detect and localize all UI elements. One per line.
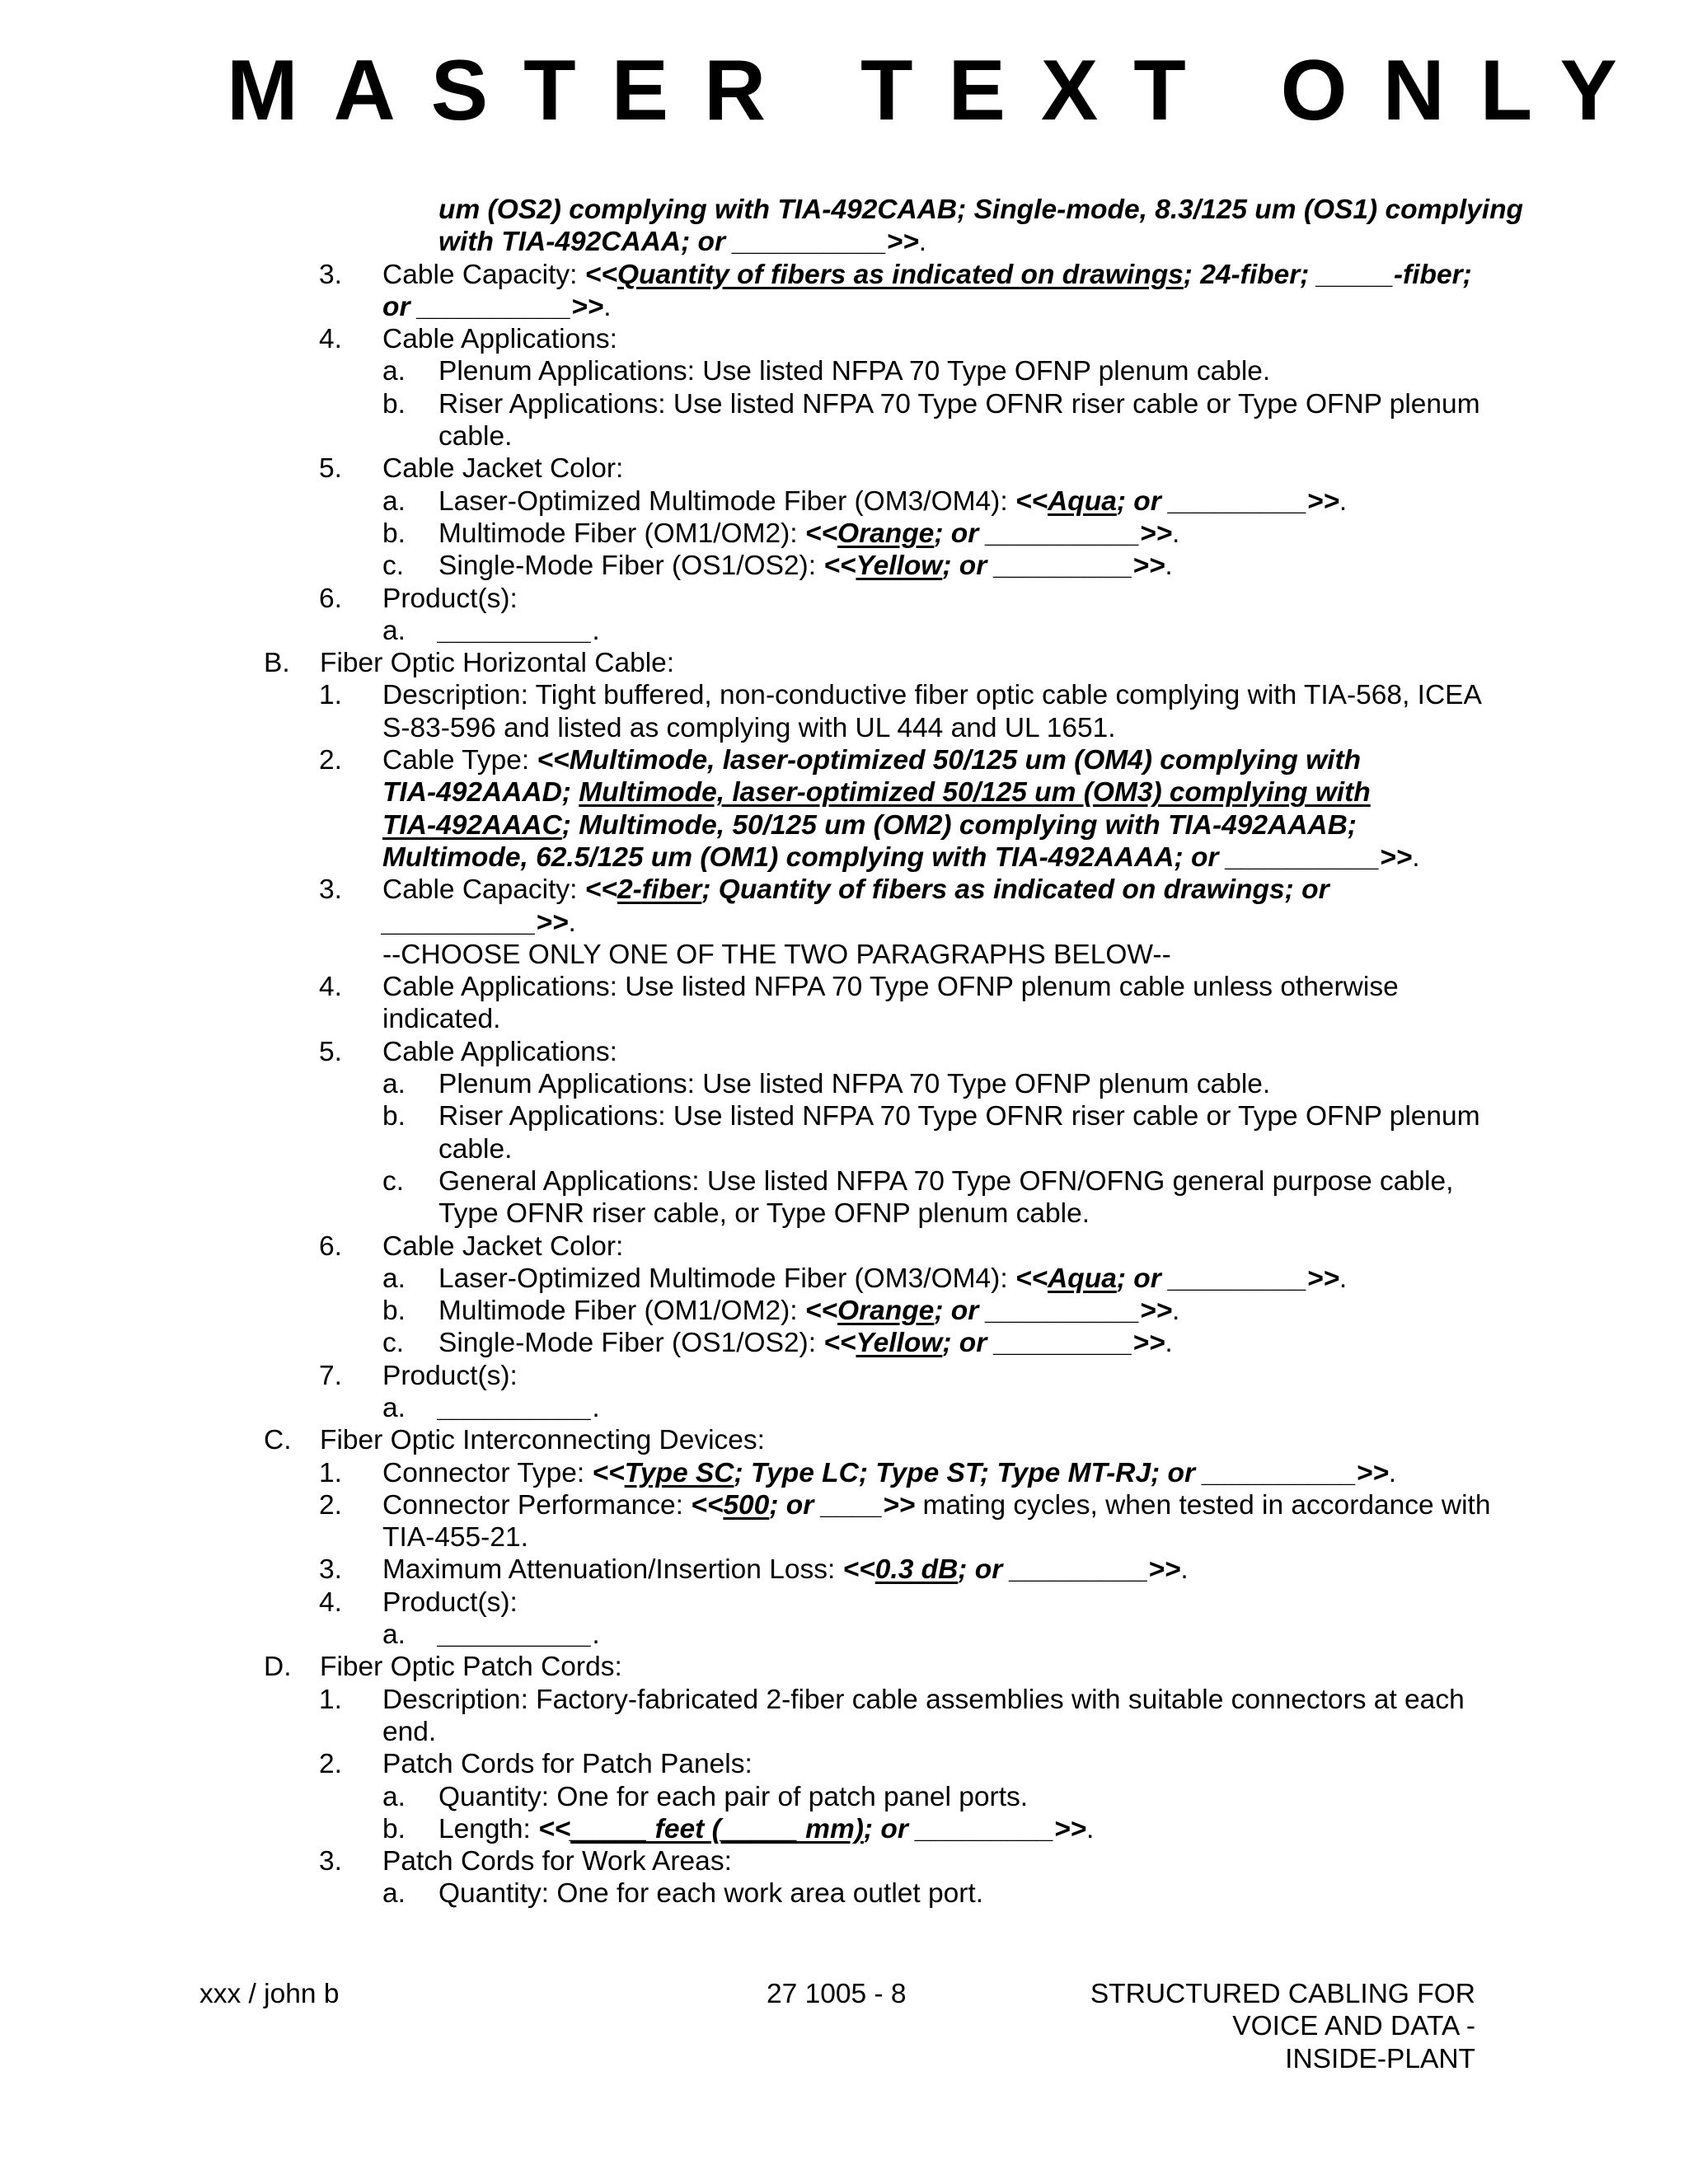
text-run: S-83-596 and listed as complying with UL 444 and UL 1651.: [382, 712, 1116, 743]
list-marker: a.: [382, 1069, 406, 1100]
option-run: ; or _________>>: [1116, 1263, 1339, 1294]
spec-line: [0, 874, 1688, 906]
spec-line: [0, 291, 1688, 323]
spec-line-text: [438, 1165, 1453, 1197]
text-run: Cable Jacket Color:: [382, 453, 624, 485]
spec-line-text: [382, 939, 1171, 971]
spec-line: [0, 1133, 1688, 1165]
option-run: Type SC: [624, 1457, 734, 1488]
spec-line-text: [320, 1651, 622, 1683]
spec-line: [0, 485, 1688, 518]
spec-line: [0, 1845, 1688, 1877]
list-marker: 6.: [319, 583, 342, 614]
text-run: cable.: [438, 1133, 513, 1165]
footer-section-title-line: INSIDE-PLANT: [1285, 2043, 1475, 2074]
option-run: Quantity of fibers as indicated on drawings: [617, 259, 1184, 290]
spec-line: [0, 971, 1688, 1003]
text-run: Product(s):: [382, 1586, 518, 1618]
text-run: .: [592, 615, 600, 646]
spec-line: [0, 1521, 1688, 1554]
option-run: ; or _________>>: [942, 1328, 1165, 1359]
text-run: Patch Cords for Work Areas:: [382, 1846, 732, 1877]
list-marker: c.: [382, 551, 405, 582]
spec-line-text: [438, 1068, 1270, 1100]
list-marker: b.: [382, 1296, 406, 1327]
spec-line: [0, 1360, 1688, 1392]
option-run: Yellow: [856, 1328, 943, 1359]
spec-line: [0, 1068, 1688, 1100]
spec-line-text: [382, 1003, 500, 1035]
list-marker: 7.: [319, 1360, 342, 1391]
option-run: __________>>: [382, 907, 569, 938]
text-run: Product(s):: [382, 583, 518, 614]
text-run: .: [1388, 1457, 1397, 1488]
option-run: <<: [823, 551, 856, 582]
spec-line: [0, 615, 1688, 647]
spec-line: [0, 1554, 1688, 1586]
spec-line-text: [382, 583, 518, 615]
text-run: Patch Cords for Patch Panels:: [382, 1749, 753, 1780]
list-marker: 5.: [319, 453, 342, 485]
list-marker: c.: [382, 1328, 405, 1359]
text-run: Cable Applications: Use listed NFPA 70 Type OFNP plenum cable unless otherwise: [382, 972, 1399, 1003]
spec-line: [0, 1651, 1688, 1683]
spec-line-text: [382, 1845, 732, 1877]
spec-line-text: [382, 776, 1371, 808]
spec-line: [0, 1295, 1688, 1327]
text-run: .: [1339, 1263, 1348, 1294]
footer-author: xxx / john b: [199, 1979, 340, 2009]
spec-line: [0, 259, 1688, 291]
spec-line-text: [438, 1813, 1094, 1845]
spec-line-text: [382, 841, 1420, 874]
list-marker: 4.: [319, 324, 342, 355]
spec-line-text: [438, 194, 1523, 226]
option-run: Aqua: [1048, 485, 1117, 517]
spec-line-text: [438, 1619, 600, 1651]
option-run: __________: [438, 615, 593, 646]
text-run: Plenum Applications: Use listed NFPA 70 Type OFNP plenum cable.: [438, 356, 1271, 387]
spec-line-text: [382, 874, 1329, 906]
spec-line: [0, 1684, 1688, 1716]
text-run: .: [1412, 841, 1420, 873]
text-run: Quantity: One for each pair of patch panel ports.: [438, 1781, 1029, 1812]
list-marker: a.: [382, 1263, 406, 1294]
document-body: [0, 194, 1688, 1910]
list-marker: a.: [382, 1619, 406, 1651]
spec-line-text: [438, 615, 600, 647]
list-marker: b.: [382, 1101, 406, 1132]
list-marker: 2.: [319, 1489, 342, 1521]
option-run: 2-fiber: [617, 874, 702, 906]
text-run: .: [1165, 551, 1173, 582]
option-run: 0.3 dB: [874, 1554, 959, 1586]
spec-line: [0, 452, 1688, 485]
option-run: ; or ____>>: [769, 1489, 916, 1521]
spec-line-text: [382, 679, 1482, 711]
spec-line-text: [438, 1877, 983, 1910]
spec-line: [0, 323, 1688, 355]
text-run: .: [592, 1392, 600, 1423]
text-run: Cable Jacket Color:: [382, 1230, 624, 1262]
text-run: Cable Capacity:: [382, 259, 585, 290]
spec-line-text: [382, 1748, 753, 1780]
list-marker: D.: [264, 1652, 292, 1683]
spec-line: [0, 1230, 1688, 1263]
spec-line-text: [382, 1360, 518, 1392]
spec-line-text: [438, 1392, 600, 1424]
spec-line-text: [382, 1521, 528, 1554]
list-marker: 2.: [319, 1749, 342, 1780]
text-run: Cable Applications:: [382, 1036, 617, 1067]
text-run: .: [918, 227, 927, 258]
list-marker: a.: [382, 1878, 406, 1910]
spec-line: [0, 1424, 1688, 1456]
option-run: __________: [438, 1619, 593, 1651]
spec-line-text: [438, 1781, 1028, 1813]
spec-line: [0, 518, 1688, 550]
text-run: .: [603, 291, 612, 322]
spec-line: [0, 1716, 1688, 1748]
list-marker: 6.: [319, 1230, 342, 1262]
spec-line: [0, 1781, 1688, 1813]
spec-line: [0, 841, 1688, 874]
text-run: Multimode Fiber (OM1/OM2):: [438, 518, 805, 549]
footer-section-title-line: VOICE AND DATA -: [1232, 2011, 1475, 2042]
spec-line: [0, 355, 1688, 387]
option-run: Orange: [837, 1296, 935, 1327]
text-run: .: [1180, 1554, 1189, 1586]
text-run: .: [568, 907, 576, 938]
option-run: Yellow: [856, 551, 943, 582]
text-run: mating cycles, when tested in accordance with: [915, 1489, 1491, 1521]
spec-line-text: [382, 971, 1399, 1003]
spec-line-text: [438, 1327, 1173, 1359]
option-run: <<: [691, 1489, 724, 1521]
spec-line: [0, 1619, 1688, 1651]
spec-line: [0, 388, 1688, 420]
text-run: Maximum Attenuation/Insertion Loss:: [382, 1554, 843, 1586]
footer-section-title-line: STRUCTURED CABLING FOR: [1090, 1979, 1475, 2009]
text-run: Cable Type:: [382, 745, 537, 776]
spec-line-text: [438, 485, 1347, 518]
text-run: Description: Factory-fabricated 2-fiber cable assemblies with suitable connectors at each: [382, 1684, 1465, 1715]
spec-line: [0, 744, 1688, 776]
option-run: <<: [584, 259, 617, 290]
spec-line-text: [438, 388, 1480, 420]
spec-line: [0, 939, 1688, 971]
list-marker: 4.: [319, 1586, 342, 1618]
option-run: ; or _________>>: [942, 551, 1165, 582]
spec-line: [0, 1197, 1688, 1230]
list-marker: 1.: [319, 1457, 342, 1488]
spec-line: [0, 1165, 1688, 1197]
spec-line: [0, 1003, 1688, 1035]
spec-line: [0, 1877, 1688, 1910]
text-run: Single-Mode Fiber (OS1/OS2):: [438, 1328, 824, 1359]
option-run: <<: [804, 518, 838, 549]
spec-line: [0, 1748, 1688, 1780]
spec-line-text: [382, 323, 617, 355]
spec-line: [0, 1457, 1688, 1489]
spec-line-text: [438, 518, 1179, 550]
option-run: ; or _________>>: [958, 1554, 1181, 1586]
text-run: end.: [382, 1716, 437, 1747]
spec-line: [0, 1813, 1688, 1845]
list-marker: 2.: [319, 745, 342, 776]
option-run: 500: [723, 1489, 770, 1521]
list-marker: 4.: [319, 972, 342, 1003]
text-run: Laser-Optimized Multimode Fiber (OM3/OM4):: [438, 1263, 1015, 1294]
text-run: Product(s):: [382, 1360, 518, 1391]
spec-line: [0, 1489, 1688, 1521]
spec-line: [0, 907, 1688, 939]
spec-line-text: [438, 355, 1270, 387]
spec-line-text: [438, 1197, 1090, 1230]
spec-line-text: [438, 550, 1173, 582]
list-marker: 3.: [319, 874, 342, 906]
text-run: Cable Applications:: [382, 324, 617, 355]
list-marker: a.: [382, 485, 406, 517]
option-run: <<: [823, 1328, 856, 1359]
list-marker: 5.: [319, 1036, 342, 1067]
text-run: Connector Type:: [382, 1457, 593, 1488]
text-run: Fiber Optic Interconnecting Devices:: [320, 1425, 765, 1456]
text-run: Quantity: One for each work area outlet port.: [438, 1878, 984, 1910]
spec-line: [0, 1392, 1688, 1424]
spec-line: [0, 1100, 1688, 1132]
spec-line-text: [382, 1457, 1396, 1489]
text-run: Cable Capacity:: [382, 874, 585, 906]
spec-line-text: [382, 452, 623, 485]
spec-line-text: [320, 1424, 765, 1456]
spec-line: [0, 1263, 1688, 1295]
text-run: Fiber Optic Horizontal Cable:: [320, 648, 675, 679]
list-marker: 1.: [319, 680, 342, 711]
option-run: <<: [584, 874, 617, 906]
footer-section-title: [1090, 1978, 1475, 2075]
text-run: TIA-455-21.: [382, 1522, 528, 1554]
spec-line-text: [382, 809, 1357, 841]
spec-line: [0, 647, 1688, 679]
text-run: Plenum Applications: Use listed NFPA 70 Type OFNP plenum cable.: [438, 1069, 1271, 1100]
text-run: Type OFNR riser cable, or Type OFNP plenum cable.: [438, 1198, 1090, 1230]
list-marker: a.: [382, 1392, 406, 1423]
text-run: .: [1339, 485, 1348, 517]
spec-line: [0, 809, 1688, 841]
text-run: .: [1165, 1328, 1173, 1359]
text-run: Multimode Fiber (OM1/OM2):: [438, 1296, 805, 1327]
spec-line-text: [438, 1133, 512, 1165]
text-run: General Applications: Use listed NFPA 70 Type OFN/OFNG general purpose cable,: [438, 1165, 1454, 1197]
spec-line: [0, 226, 1688, 258]
list-marker: a.: [382, 1781, 406, 1812]
option-run: ; or _________>>: [863, 1813, 1086, 1844]
spec-line-text: [382, 1684, 1465, 1716]
list-marker: a.: [382, 615, 406, 646]
list-marker: a.: [382, 356, 406, 387]
option-run: <<Multimode, laser-optimized 50/125 um (OM4) complying with: [537, 745, 1362, 776]
option-run: <<: [842, 1554, 875, 1586]
spec-line-text: [438, 1295, 1179, 1327]
option-run: Multimode, laser-optimized 50/125 um (OM3) complying with: [579, 777, 1371, 808]
footer-page-number: 27 1005 - 8: [767, 1979, 907, 2009]
option-run: ; Multimode, 50/125 um (OM2) complying with TIA-492AAAB;: [561, 809, 1357, 841]
list-marker: 1.: [319, 1684, 342, 1715]
list-marker: 3.: [319, 1846, 342, 1877]
spec-line: [0, 583, 1688, 615]
option-run: Aqua: [1048, 1263, 1117, 1294]
spec-line-text: [382, 1586, 518, 1619]
spec-line-text: [382, 1230, 623, 1263]
option-run: <<: [804, 1296, 838, 1327]
option-run: <<: [1015, 1263, 1048, 1294]
text-run: cable.: [438, 421, 513, 452]
option-run: ; or __________>>: [934, 1296, 1173, 1327]
list-marker: b.: [382, 1813, 406, 1844]
text-run: indicated.: [382, 1004, 501, 1035]
spec-line-text: [382, 744, 1361, 776]
list-marker: C.: [264, 1425, 292, 1456]
option-run: or __________>>: [382, 291, 604, 322]
option-run: <<: [1015, 485, 1048, 517]
option-run: um (OS2) complying with TIA-492CAAB; Single-mode, 8.3/125 um (OS1) complying: [438, 194, 1524, 225]
page-header-title: MASTER TEXT ONLY: [227, 43, 1653, 138]
list-marker: 3.: [319, 1554, 342, 1586]
spec-line-text: [382, 259, 1472, 291]
option-run: Orange: [837, 518, 935, 549]
text-run: Fiber Optic Patch Cords:: [320, 1652, 622, 1683]
option-run: ; or _________>>: [1116, 485, 1339, 517]
option-run: <<: [592, 1457, 625, 1488]
spec-line-text: [382, 712, 1116, 744]
text-run: .: [592, 1619, 600, 1651]
option-run: ; or __________>>: [934, 518, 1173, 549]
text-run: Laser-Optimized Multimode Fiber (OM3/OM4):: [438, 485, 1015, 517]
spec-line: [0, 1586, 1688, 1619]
text-run: Riser Applications: Use listed NFPA 70 Type OFNR riser cable or Type OFNP plenum: [438, 388, 1480, 419]
spec-line-text: [382, 907, 576, 939]
spec-line: [0, 194, 1688, 226]
text-run: --CHOOSE ONLY ONE OF THE TWO PARAGRAPHS BELOW--: [382, 939, 1171, 970]
list-marker: b.: [382, 518, 406, 549]
text-run: Length:: [438, 1813, 539, 1844]
text-run: Single-Mode Fiber (OS1/OS2):: [438, 551, 824, 582]
option-run: _____ feet (_____ mm): [570, 1813, 864, 1844]
option-run: with TIA-492CAAA; or __________>>: [438, 227, 919, 258]
option-run: ; 24-fiber; _____-fiber;: [1183, 259, 1472, 290]
text-run: Connector Performance:: [382, 1489, 692, 1521]
text-run: .: [1172, 1296, 1180, 1327]
option-run: ; Quantity of fibers as indicated on drawings; or: [701, 874, 1329, 906]
list-marker: B.: [264, 648, 290, 679]
text-run: .: [1172, 518, 1180, 549]
text-run: .: [1086, 1813, 1095, 1844]
option-run: <<: [538, 1813, 571, 1844]
spec-line: [0, 1327, 1688, 1359]
spec-line-text: [320, 647, 674, 679]
spec-line-text: [438, 420, 512, 452]
option-run: ; Type LC; Type ST; Type MT-RJ; or __________>>: [734, 1457, 1389, 1488]
spec-line: [0, 1036, 1688, 1068]
list-marker: b.: [382, 388, 406, 419]
spec-line-text: [382, 291, 612, 323]
spec-line-text: [382, 1716, 436, 1748]
text-run: Description: Tight buffered, non-conductive fiber optic cable complying with TIA-568, ICEA: [382, 680, 1482, 711]
option-run: TIA-492AAAC: [382, 809, 562, 841]
spec-line: [0, 712, 1688, 744]
spec-line: [0, 776, 1688, 808]
spec-line: [0, 679, 1688, 711]
text-run: Riser Applications: Use listed NFPA 70 Type OFNR riser cable or Type OFNP plenum: [438, 1101, 1480, 1132]
option-run: TIA-492AAAD;: [382, 777, 579, 808]
spec-line-text: [438, 1100, 1480, 1132]
option-run: __________: [438, 1392, 593, 1423]
spec-line-text: [438, 226, 926, 258]
spec-line-text: [382, 1036, 617, 1068]
spec-line-text: [438, 1263, 1347, 1295]
spec-line: [0, 550, 1688, 582]
spec-line-text: [382, 1554, 1189, 1586]
list-marker: c.: [382, 1165, 405, 1197]
spec-line-text: [382, 1489, 1491, 1521]
option-run: Multimode, 62.5/125 um (OM1) complying with TIA-492AAAA; or __________>>: [382, 841, 1413, 873]
list-marker: 3.: [319, 259, 342, 290]
spec-line: [0, 420, 1688, 452]
